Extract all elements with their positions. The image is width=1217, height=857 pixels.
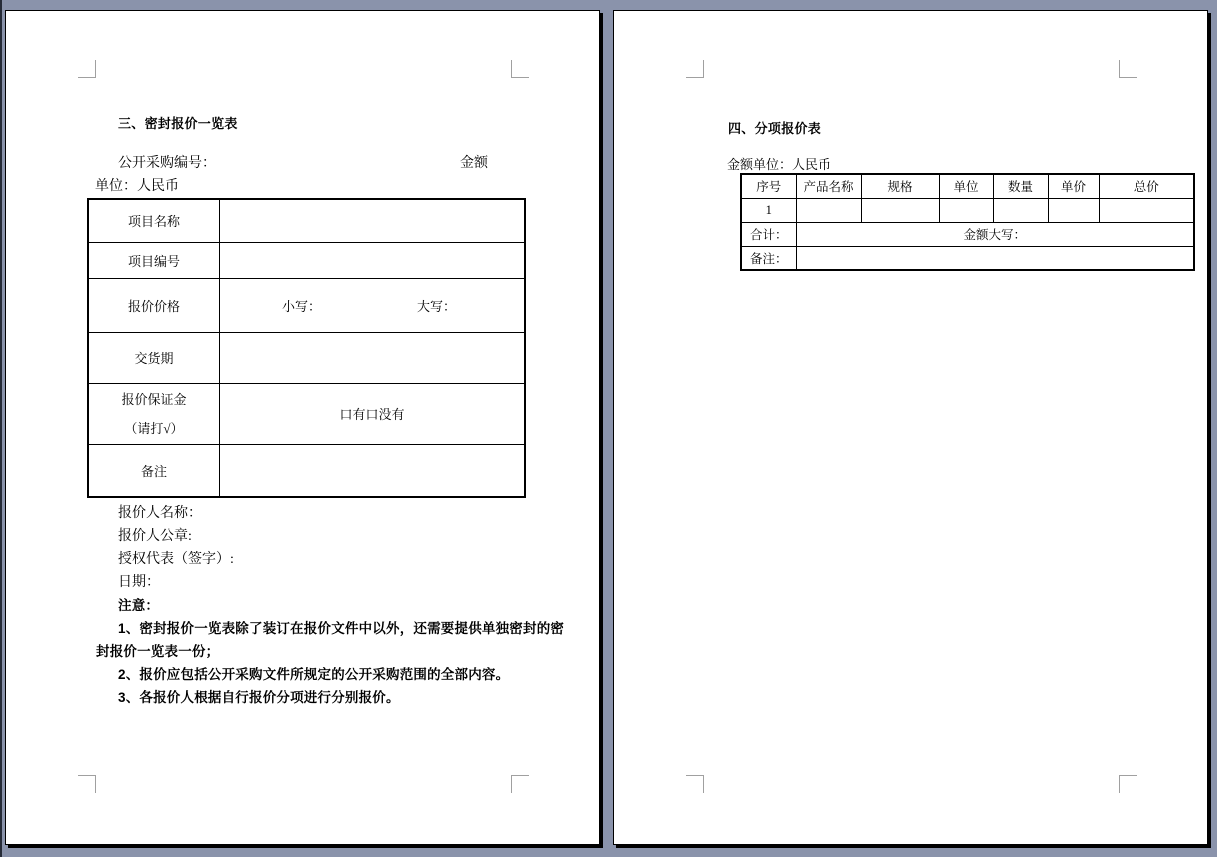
remark-label: 备注： (741, 246, 796, 270)
col-header-product-name: 产品名称 (796, 174, 861, 198)
quantity-input-cell[interactable] (993, 198, 1048, 222)
remark-input-cell[interactable] (796, 246, 1194, 270)
bid-bond-label-line2: （请打√） (124, 420, 184, 436)
bidder-seal-line: 报价人公章: (118, 529, 192, 544)
crop-mark-bottom-left-icon (686, 775, 704, 793)
col-header-unit-price: 单价 (1048, 174, 1099, 198)
unit-price-input-cell[interactable] (1048, 198, 1099, 222)
notice-item-3: 3、各报价人根据自行报价分项进行分别报价。 (118, 690, 400, 705)
crop-mark-bottom-right-icon (511, 775, 529, 793)
delivery-date-input-cell[interactable] (220, 332, 526, 383)
product-name-input-cell[interactable] (796, 198, 861, 222)
spec-input-cell[interactable] (861, 198, 939, 222)
table-row (88, 278, 525, 332)
crop-mark-top-right-icon (511, 60, 529, 78)
crop-mark-top-left-icon (686, 60, 704, 78)
row-label-quote-price: 报价价格 (88, 278, 220, 332)
total-price-input-cell[interactable] (1099, 198, 1194, 222)
procurement-number-label: 公开采购编号： (118, 156, 216, 171)
bid-bond-checkbox-cell[interactable]: 口有口没有 (220, 383, 526, 444)
header-row (741, 174, 1194, 198)
table-row (88, 332, 525, 383)
price-words-label: 大写： (417, 298, 457, 314)
document-page-1[interactable] (5, 10, 600, 845)
authorized-rep-line: 授权代表（签字）: (118, 552, 234, 567)
procurement-number-line (118, 156, 578, 172)
notice-title: 注意： (118, 598, 160, 613)
unit-input-cell[interactable] (939, 198, 993, 222)
page2-title: 四、分项报价表 (728, 121, 822, 136)
table-row (88, 199, 525, 242)
total-label: 合计： (741, 222, 796, 246)
quote-price-input-cell[interactable] (220, 278, 526, 332)
sealed-quotation-table (87, 198, 526, 498)
itemized-quotation-table (740, 173, 1195, 271)
notice-item-1-line2: 封报价一览表一份； (96, 644, 220, 659)
table-row (88, 444, 525, 497)
col-header-spec: 规格 (861, 174, 939, 198)
total-row (741, 222, 1194, 246)
notice-item-1-line1: 1、密封报价一览表除了装订在报价文件中以外，还需要提供单独密封的密 (118, 621, 565, 636)
signature-and-notes-block (96, 502, 565, 709)
row-label-bid-bond (88, 383, 220, 444)
bidder-name-line: 报价人名称： (118, 506, 202, 521)
serial-cell: 1 (741, 198, 796, 222)
remark-row (741, 246, 1194, 270)
currency-unit-line: 单位：人民币 (95, 179, 179, 194)
amount-word: 金额 (460, 156, 488, 171)
table-row (88, 383, 525, 444)
crop-mark-top-right-icon (1119, 60, 1137, 78)
col-header-serial: 序号 (741, 174, 796, 198)
row-label-project-number: 项目编号 (88, 242, 220, 278)
col-header-total-price: 总价 (1099, 174, 1194, 198)
col-header-quantity: 数量 (993, 174, 1048, 198)
table-row (88, 242, 525, 278)
document-page-2[interactable] (613, 10, 1208, 845)
crop-mark-bottom-right-icon (1119, 775, 1137, 793)
amount-unit-line: 金额单位：人民币 (727, 157, 832, 172)
notice-item-2: 2、报价应包括公开采购文件所规定的公开采购范围的全部内容。 (118, 667, 510, 682)
col-header-unit: 单位 (939, 174, 993, 198)
row-label-delivery-date: 交货期 (88, 332, 220, 383)
amount-in-words-cell[interactable]: 金额大写： (796, 222, 1194, 246)
date-line: 日期： (118, 575, 160, 590)
project-number-input-cell[interactable] (220, 242, 526, 278)
crop-mark-bottom-left-icon (78, 775, 96, 793)
item-row-1 (741, 198, 1194, 222)
remarks-input-cell[interactable] (220, 444, 526, 497)
price-numerals-label: 小写： (282, 298, 322, 314)
row-label-remarks: 备注 (88, 444, 220, 497)
row-label-project-name: 项目名称 (88, 199, 220, 242)
project-name-input-cell[interactable] (220, 199, 526, 242)
crop-mark-top-left-icon (78, 60, 96, 78)
window-edge (0, 0, 2, 857)
page1-title: 三、密封报价一览表 (118, 116, 238, 131)
bid-bond-label-line1: 报价保证金 (121, 391, 187, 407)
